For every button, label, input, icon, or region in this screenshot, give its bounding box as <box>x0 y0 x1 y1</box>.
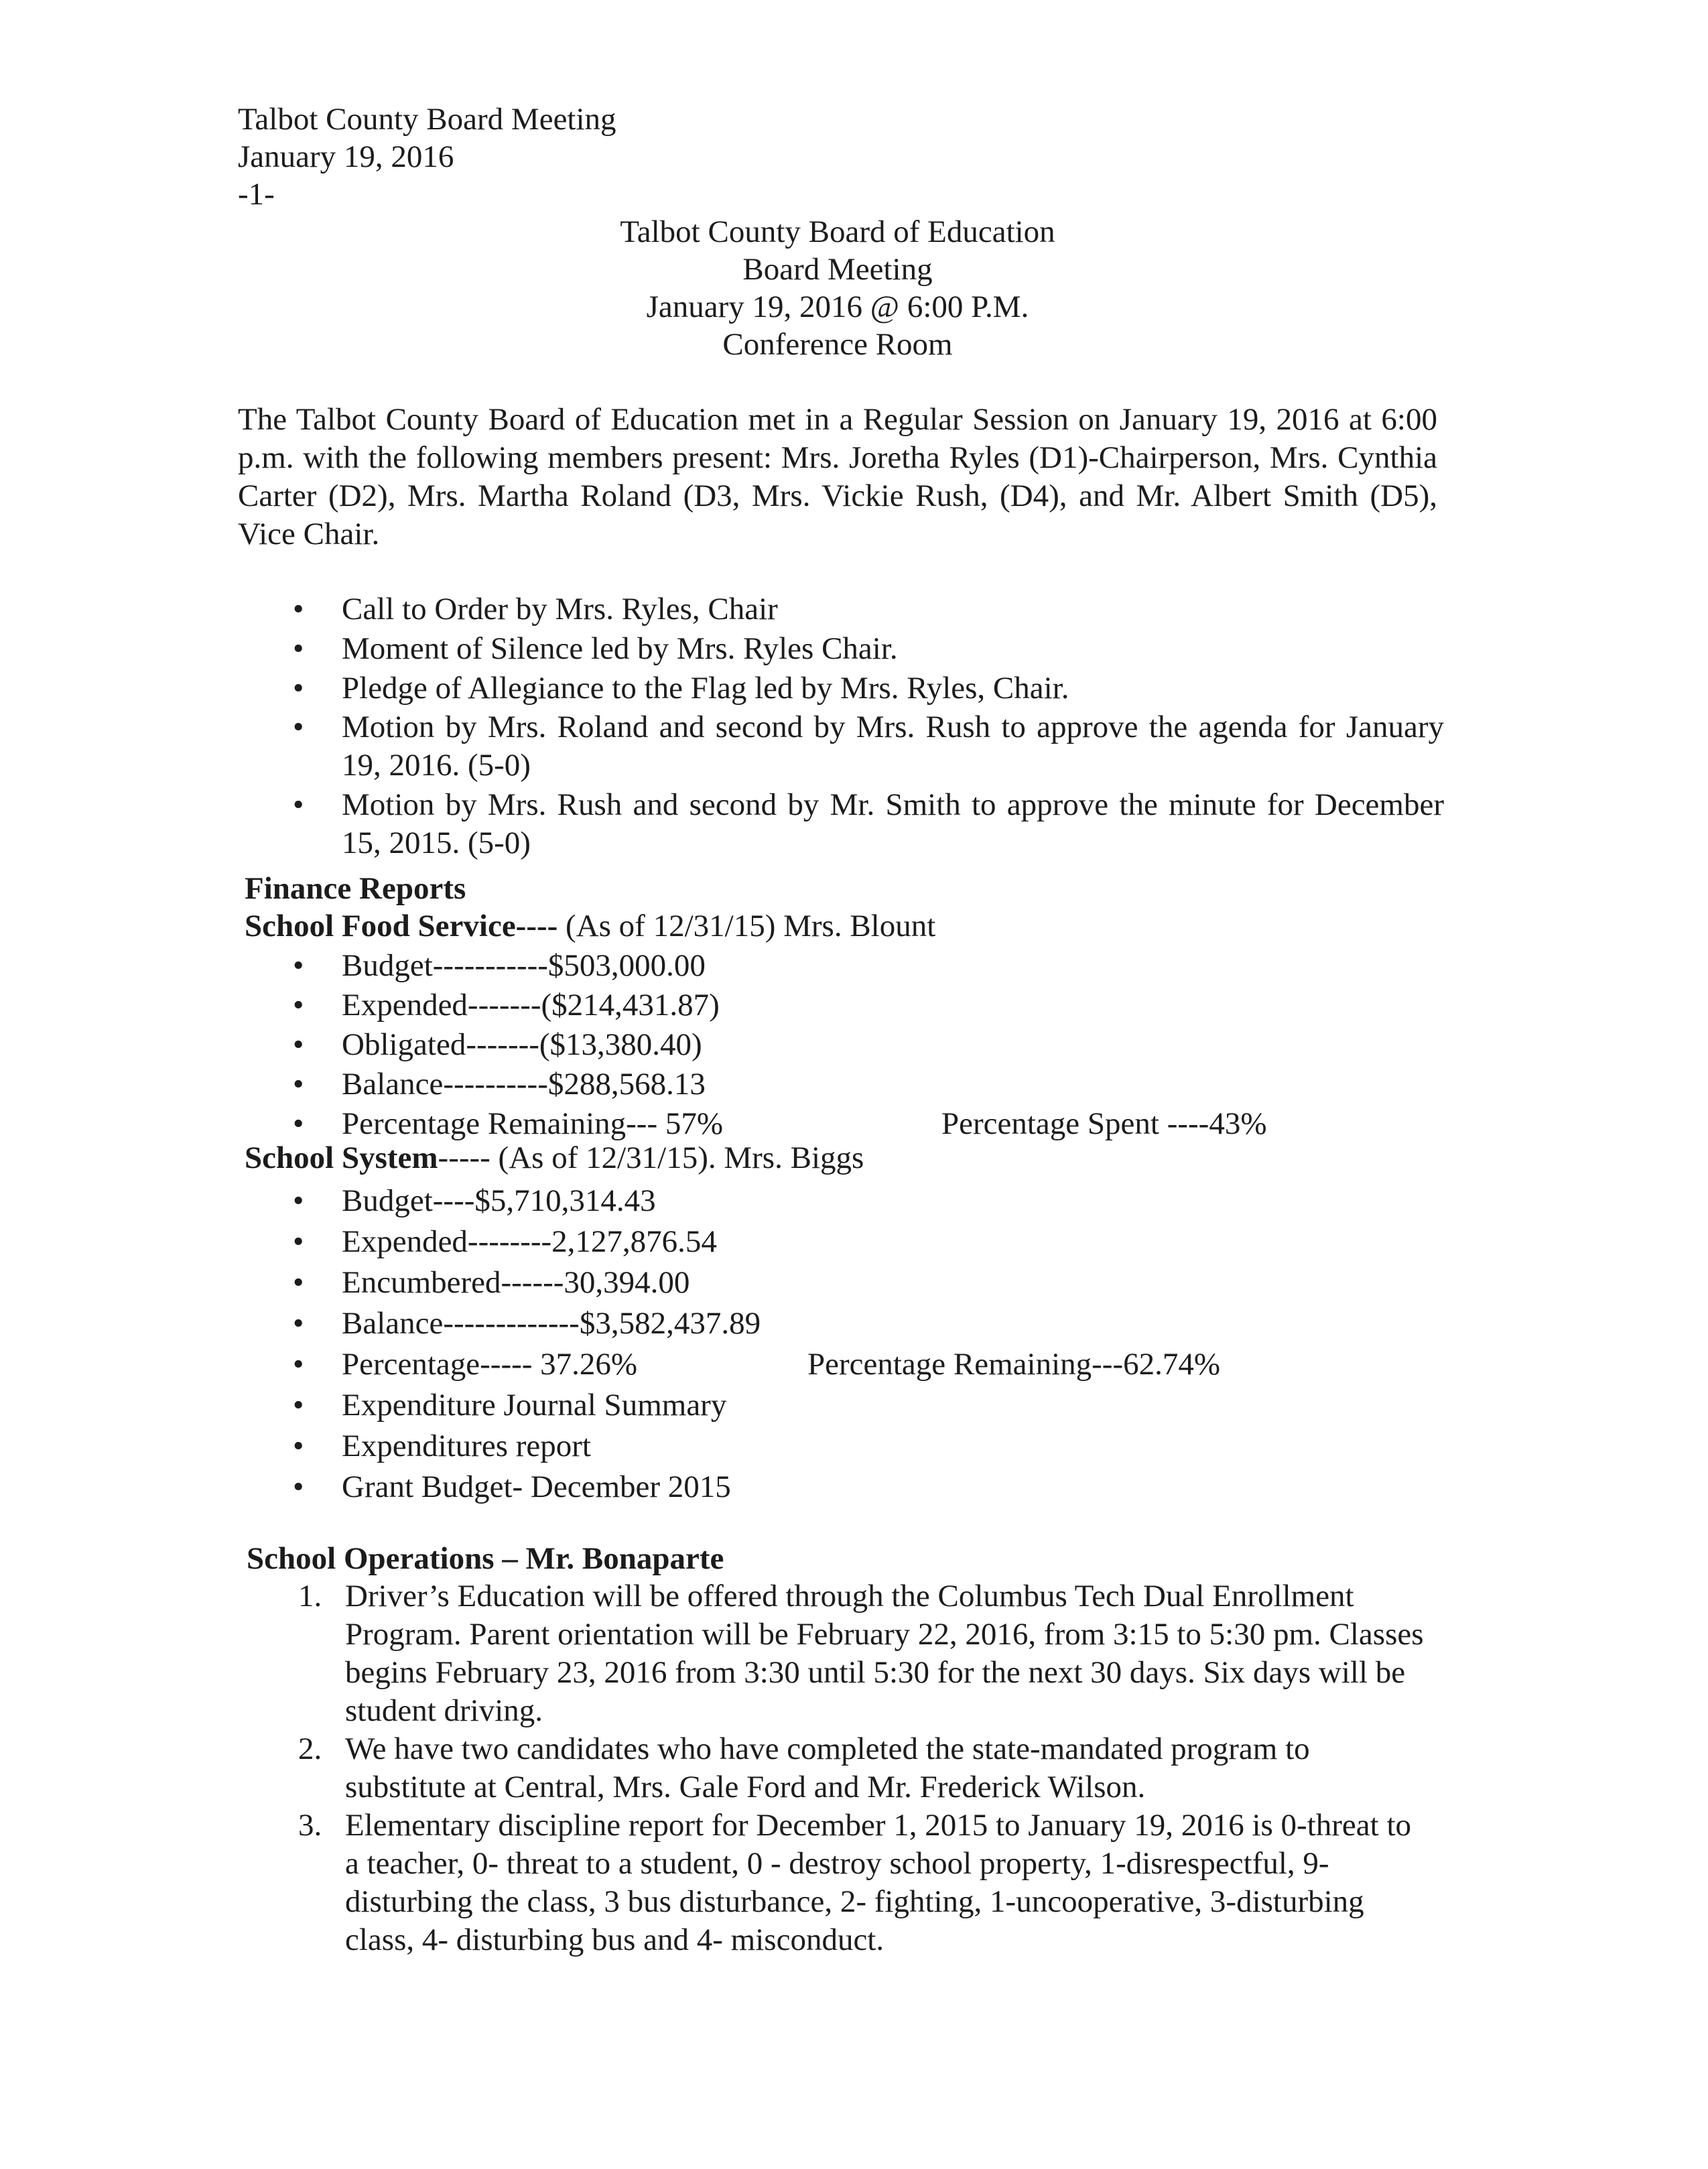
bullet-icon: • <box>293 1067 304 1102</box>
title-datetime: January 19, 2016 @ 6:00 P.M. <box>646 289 1029 324</box>
header-date: January 19, 2016 <box>238 139 454 174</box>
percentage-spent: Percentage Spent ----43% <box>941 1106 1267 1141</box>
bullet-icon: • <box>293 671 304 706</box>
list-item: • Expended--------2,127,876.54 <box>238 1222 1444 1262</box>
list-item: • Pledge of Allegiance to the Flag led by Mrs. Ryles, Chair. <box>238 669 1444 708</box>
title-meeting: Board Meeting <box>742 252 933 287</box>
bullet-icon: • <box>293 1388 304 1423</box>
list-item: • Balance----------$288,568.13 <box>238 1065 1444 1104</box>
bullet-icon: • <box>293 1306 304 1341</box>
list-item: 3. Elementary discipline report for December 1, 2015 to January 19, 2016 is 0-threat to a teacher, 0- threat to a student, 0 - destroy school property, 1-disrespectful, 9- disturbing the class, 3 bus disturbance, 2- fighting, 1-uncooperative, 3-disturbing class, 4- disturbing bus and 4- misconduct. <box>298 1808 1412 1957</box>
bullet-icon: • <box>293 592 304 627</box>
bullet-icon: • <box>293 988 304 1023</box>
list-item: • Expenditures report <box>238 1426 1444 1467</box>
bullet-icon: • <box>293 1429 304 1463</box>
list-item: • Obligated-------($13,380.40) <box>238 1025 1444 1065</box>
list-item: • Moment of Silence led by Mrs. Ryles Chair. <box>238 629 1444 669</box>
operations-list <box>251 1577 1431 1959</box>
list-item: • Grant Budget- December 2015 <box>238 1467 1444 1508</box>
list-item: • Motion by Mrs. Rush and second by Mr. Smith to approve the minute for December 15, 2015. (5-0) <box>293 787 1444 860</box>
bullet-icon: • <box>293 1347 304 1382</box>
food-service-list <box>238 946 1444 1144</box>
list-item: • Expended-------($214,431.87) <box>238 986 1444 1025</box>
school-operations-heading: School Operations – Mr. Bonaparte <box>247 1541 724 1576</box>
title-organization: Talbot County Board of Education <box>620 214 1055 249</box>
food-service-heading: School Food Service---- (As of 12/31/15) Mrs. Blount <box>245 909 936 943</box>
page-number: -1- <box>238 177 275 212</box>
list-item: 2. We have two candidates who have completed the state-mandated program to substitute at Central, Mrs. Gale Ford and Mr. Frederick Wilson. <box>298 1731 1310 1804</box>
list-item: • Budget-----------$503,000.00 <box>238 946 1444 986</box>
bullet-icon: • <box>293 948 304 983</box>
bullet-icon: • <box>293 787 304 822</box>
title-location: Conference Room <box>722 327 953 362</box>
list-item: • Motion by Mrs. Roland and second by Mrs. Rush to approve the agenda for January 19, 2016. (5-0) <box>293 710 1444 783</box>
bullet-icon: • <box>293 1106 304 1141</box>
bullet-icon: • <box>293 1469 304 1504</box>
list-item: • Balance-------------$3,582,437.89 <box>238 1303 1444 1344</box>
running-header <box>238 101 616 213</box>
list-item: • Expenditure Journal Summary <box>238 1385 1444 1426</box>
bullet-icon: • <box>293 1265 304 1300</box>
list-item: • Budget----$5,710,314.43 <box>238 1181 1444 1222</box>
list-item: 1. Driver’s Education will be offered through the Columbus Tech Dual Enrollment Program. Parent orientation will be February 22, 2016, from 3:15 to 5:30 pm. Classes begins February 23, 2016 from 3:30 until 5:30 for the next 30 days. Six days will be student driving. <box>298 1579 1424 1728</box>
list-item: • Percentage Remaining--- 57% Percentage Spent ----43% <box>238 1104 1444 1144</box>
list-item: • Percentage----- 37.26% Percentage Remaining---62.74% <box>238 1344 1444 1385</box>
school-system-list <box>238 1181 1444 1508</box>
percentage-remaining: Percentage Remaining---62.74% <box>807 1347 1221 1382</box>
intro-paragraph: The Talbot County Board of Education met in a Regular Session on January 19, 2016 at 6:00 p.m. with the following members present: Mrs. Joretha Ryles (D1)-Chairperson, Mrs. Cynthia Carter (D2), Mrs. Martha Roland (D3, Mrs. Vickie Rush, (D4), and Mr. Albert Smith (D5), Vice Chair. <box>238 402 1437 551</box>
bullet-icon: • <box>293 1224 304 1259</box>
header-board-meeting: Talbot County Board Meeting <box>238 102 616 137</box>
list-item: • Encumbered------30,394.00 <box>238 1262 1444 1303</box>
bullet-icon: • <box>293 1183 304 1218</box>
document-title <box>469 213 1206 363</box>
bullet-icon: • <box>293 631 304 666</box>
school-system-heading: School System----- (As of 12/31/15). Mrs. Biggs <box>245 1140 864 1175</box>
bullet-icon: • <box>293 710 304 744</box>
agenda-list <box>238 590 1444 862</box>
list-item: • Call to Order by Mrs. Ryles, Chair <box>238 590 1444 629</box>
bullet-icon: • <box>293 1027 304 1062</box>
finance-reports-heading: Finance Reports <box>245 871 466 906</box>
